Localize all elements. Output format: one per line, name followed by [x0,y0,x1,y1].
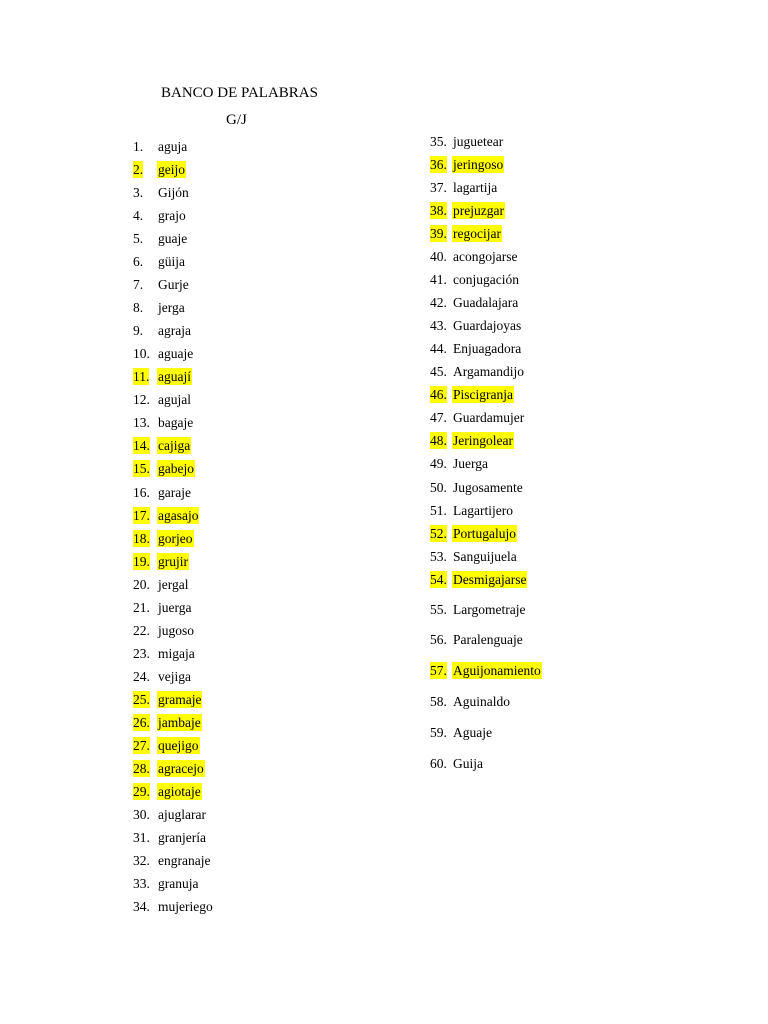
list-item-word: Guardajoyas [453,318,522,334]
list-item-number: 19. [133,553,150,569]
list-item-number: 40. [430,249,447,265]
list-item-word: lagartija [453,180,498,196]
list-item-word: Paralenguaje [453,632,523,647]
list-item-number: 4. [133,208,144,224]
list-item-number: 41. [430,272,447,288]
list-item-number: 12. [133,392,150,408]
list-item-word: Lagartijero [453,502,513,518]
list-item-number: 30. [133,806,150,822]
list-item-word: Largometraje [453,602,526,617]
list-item-number: 25. [133,691,150,707]
list-item-number: 60. [430,756,447,771]
list-item-word: mujeriego [158,899,213,914]
list-item-word: grajo [158,208,186,224]
list-item-number: 17. [133,507,150,523]
list-item-word: jergal [158,576,189,592]
list-item-number: 31. [133,829,150,845]
list-item-word: agujal [158,392,191,408]
list-item-word: agasajo [158,507,199,523]
list-item-number: 34. [133,899,150,914]
page-subtitle: G/J [226,112,247,128]
list-item-word: quejigo [158,737,199,753]
list-item-number: 20. [133,576,150,592]
list-item-word: gorjeo [158,530,193,546]
list-item-word: Aguinaldo [453,694,510,709]
list-item-number: 32. [133,852,150,868]
list-item-number: 14. [133,438,150,454]
list-item-number: 38. [430,203,447,219]
list-item-number: 57. [430,663,447,678]
list-item-number: 43. [430,318,447,334]
list-item-word: juerga [158,599,192,615]
list-item-word: Guija [453,756,483,771]
list-item-number: 45. [430,364,447,380]
list-item-word: jambaje [158,714,201,730]
list-item-number: 28. [133,760,150,776]
list-item-word: engranaje [158,852,211,868]
list-item-word: Argamandijo [453,364,524,380]
list-item-word: Jugosamente [453,479,523,495]
list-item-word: garaje [158,484,191,500]
list-item-word: ajuglarar [158,806,206,822]
list-item-word: aguaje [158,346,194,362]
list-item-word: granuja [158,876,199,891]
list-item-number: 35. [430,134,447,149]
list-item-word: prejuzgar [453,203,504,219]
list-item-word: Jeringolear [453,433,513,449]
list-item-number: 56. [430,632,447,647]
list-item-word: geijo [158,162,185,177]
list-item-word: jugoso [158,622,195,638]
list-item-word: Gurje [158,277,189,293]
list-item-number: 46. [430,387,447,403]
list-item-number: 54. [430,571,447,587]
list-item-word: granjería [158,829,206,845]
list-item-word: Guadalajara [453,295,519,311]
list-item-word: aguja [158,139,188,154]
list-item-word: cajiga [158,438,191,454]
list-item-number: 44. [430,341,447,357]
list-item-word: Piscigranja [453,387,513,403]
list-item-number: 1. [133,139,144,154]
list-item-word: Aguijonamiento [453,663,541,678]
list-item-number: 15. [133,461,150,477]
list-item-word: conjugación [453,272,519,288]
list-item-word: agiotaje [158,783,201,799]
list-item-number: 24. [133,668,150,684]
list-item-word: agracejo [158,760,204,776]
list-item-number: 50. [430,479,447,495]
list-item-number: 13. [133,415,150,431]
list-item-word: juguetear [453,134,504,149]
list-item-word: gramaje [158,691,202,707]
list-item-word: Sanguijuela [453,548,517,564]
list-item-word: agraja [158,323,191,339]
list-item-word: aguají [158,369,191,385]
list-item-word: Juerga [453,456,488,472]
list-item-number: 22. [133,622,150,638]
list-item-number: 42. [430,295,447,311]
list-item-number: 53. [430,548,447,564]
list-item-number: 16. [133,484,150,500]
list-item-word: Desmigajarse [453,571,527,587]
list-item-number: 10. [133,346,150,362]
list-item-word: Enjuagadora [453,341,522,357]
list-item-number: 58. [430,694,447,709]
list-item-number: 5. [133,231,144,247]
list-item-word: grujir [158,553,188,569]
list-item-number: 18. [133,530,150,546]
list-item-number: 37. [430,180,447,196]
list-item-number: 59. [430,725,447,740]
list-item-word: gabejo [158,461,194,477]
list-item-number: 6. [133,254,144,270]
list-item-number: 21. [133,599,150,615]
list-item-word: güija [158,254,185,270]
list-item-word: migaja [158,645,195,661]
list-item-number: 7. [133,277,144,293]
list-item-word: jeringoso [453,157,504,172]
list-item-number: 8. [133,300,144,316]
list-item-number: 51. [430,502,447,518]
list-item-word: Portugalujo [453,525,516,541]
list-item-word: acongojarse [453,249,518,265]
list-item-word: guaje [158,231,188,247]
page-title: BANCO DE PALABRAS [161,85,318,101]
list-item-word: jerga [158,300,185,316]
list-item-number: 9. [133,323,144,339]
list-item-number: 48. [430,433,447,449]
list-item-word: bagaje [158,415,194,431]
list-item-number: 3. [133,185,144,201]
list-item-word: Gijón [158,185,189,201]
list-item-number: 11. [133,369,150,385]
list-item-number: 52. [430,525,447,541]
list-item-number: 47. [430,410,447,426]
list-item-number: 26. [133,714,150,730]
list-item-number: 29. [133,783,150,799]
list-item-word: Guardamujer [453,410,525,426]
list-item-number: 23. [133,645,150,661]
list-item-number: 36. [430,157,447,172]
list-item-word: vejiga [158,668,191,684]
list-item-number: 27. [133,737,150,753]
list-item-number: 39. [430,226,447,242]
list-item-word: regocijar [453,226,501,242]
list-item-number: 2. [133,162,144,177]
list-item-number: 55. [430,602,447,617]
list-item-number: 49. [430,456,447,472]
list-item-number: 33. [133,876,150,891]
list-item-word: Aguaje [453,725,492,740]
